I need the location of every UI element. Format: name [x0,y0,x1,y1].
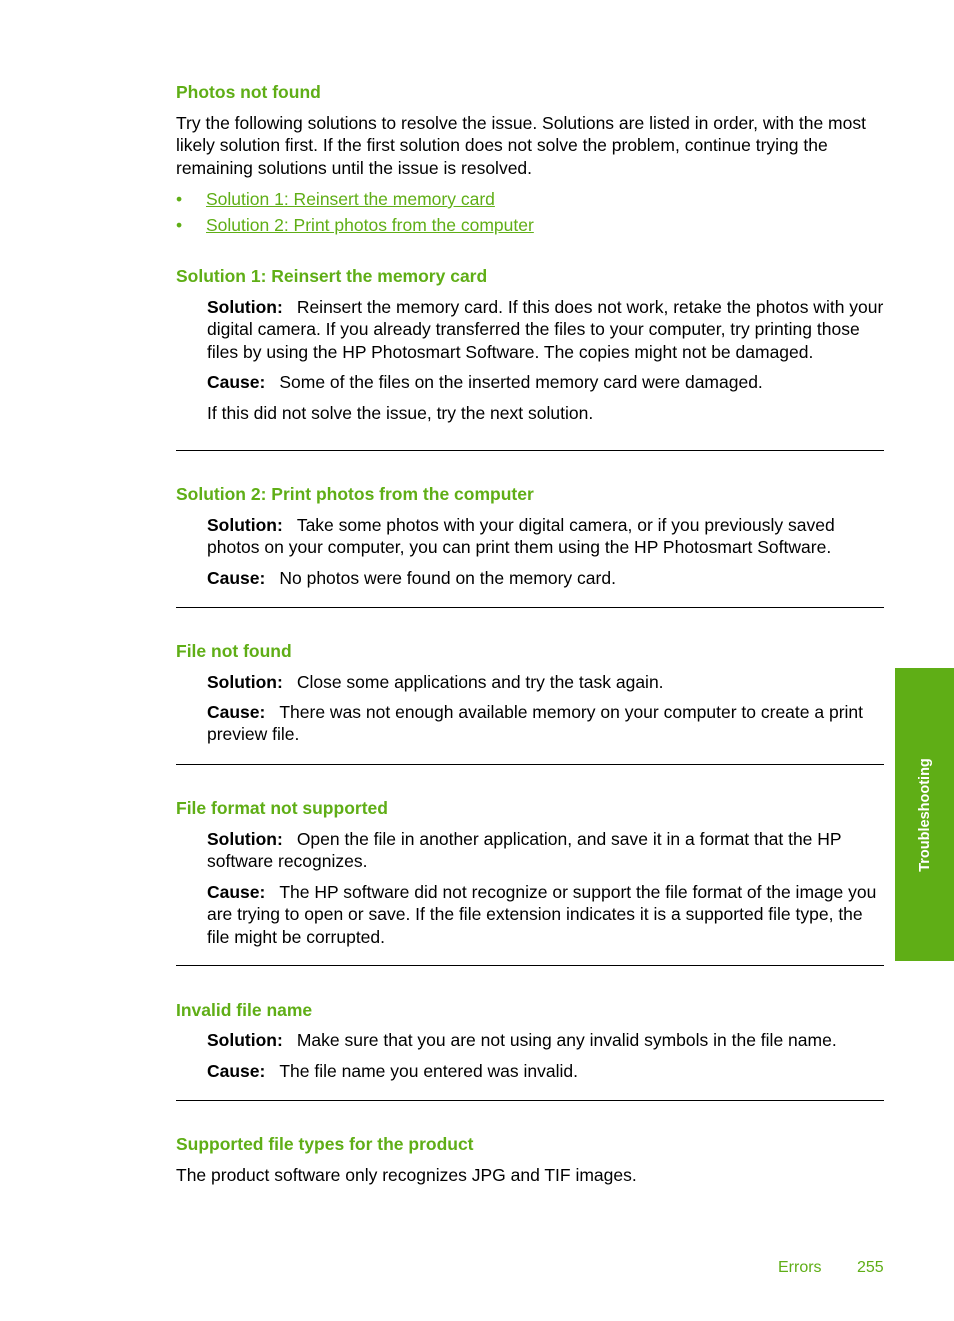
cause-label: Cause: [207,568,266,588]
solution-1-cause [207,371,886,393]
file-not-found-cause [207,701,886,746]
supported-types-text: The product software only recognizes JPG and TIF images. [176,1165,637,1185]
solution-2-cause [207,567,886,589]
solution-body: Make sure that you are not using any invalid symbols in the file name. [296,1030,837,1050]
heading-photos-not-found: Photos not found [176,82,321,102]
troubleshooting-tab [895,668,954,961]
file-format-cause [207,881,886,948]
cause-label: Cause: [207,702,266,722]
divider [176,607,884,608]
page-number: 255 [857,1259,884,1276]
divider [176,764,884,765]
file-not-found-solution [207,671,886,693]
invalid-name-solution [207,1029,886,1051]
divider [176,965,884,966]
divider [176,450,884,451]
heading-solution-2: Solution 2: Print photos from the computer [176,484,534,504]
divider [176,1100,884,1101]
solution-label: Solution: [207,829,283,849]
heading-invalid-file-name: Invalid file name [176,1000,313,1020]
link-solution-1[interactable]: Solution 1: Reinsert the memory card [206,189,495,209]
solution-body: Open the file in another application, and save it in a format that the HP software recognizes. [207,829,842,872]
bullet-icon: • [176,189,183,209]
solution-1-text [207,296,886,363]
intro-paragraph: Try the following solutions to resolve the issue. Solutions are listed in order, with the most likely solution first. If the first solution does not solve the problem, continue trying the remaining solutions until the issue is resolved. [176,113,866,178]
list-item [176,214,534,236]
heading-file-not-found: File not found [176,641,292,661]
solution-label: Solution: [207,672,283,692]
file-format-solution [207,828,886,873]
solution-label: Solution: [207,515,283,535]
cause-label: Cause: [207,1061,266,1081]
solution-body: Take some photos with your digital camera, or if you previously saved photos on your computer, you can print them using the HP Photosmart Software. [207,515,835,558]
footer-section: Errors [778,1259,822,1276]
cause-body: The HP software did not recognize or support the file format of the image you are trying to open or save. If the file extension indicates it is a supported file type, the file might be corrupted. [207,882,877,947]
cause-body: The file name you entered was invalid. [279,1061,578,1081]
troubleshooting-tab-label: Troubleshooting [916,757,933,872]
solution-1-followup: If this did not solve the issue, try the next solution. [207,403,594,423]
invalid-name-cause [207,1060,886,1082]
cause-body: No photos were found on the memory card. [279,568,616,588]
link-solution-2[interactable]: Solution 2: Print photos from the computer [206,215,534,235]
solution-label: Solution: [207,297,283,317]
heading-file-format: File format not supported [176,798,388,818]
heading-solution-1: Solution 1: Reinsert the memory card [176,266,488,286]
list-item [176,188,495,210]
cause-body: Some of the files on the inserted memory card were damaged. [279,372,763,392]
cause-label: Cause: [207,882,266,902]
solution-body: Reinsert the memory card. If this does not work, retake the photos with your digital camera. If you already transferred the files to your computer, try printing those files by using the HP Photosmart Software. The copies might not be damaged. [207,297,884,362]
bullet-icon: • [176,215,183,235]
cause-label: Cause: [207,372,266,392]
solution-label: Solution: [207,1030,283,1050]
solution-2-text [207,514,886,559]
solution-body: Close some applications and try the task again. [296,672,664,692]
heading-supported-file-types: Supported file types for the product [176,1134,474,1154]
cause-body: There was not enough available memory on your computer to create a print preview file. [207,702,864,745]
